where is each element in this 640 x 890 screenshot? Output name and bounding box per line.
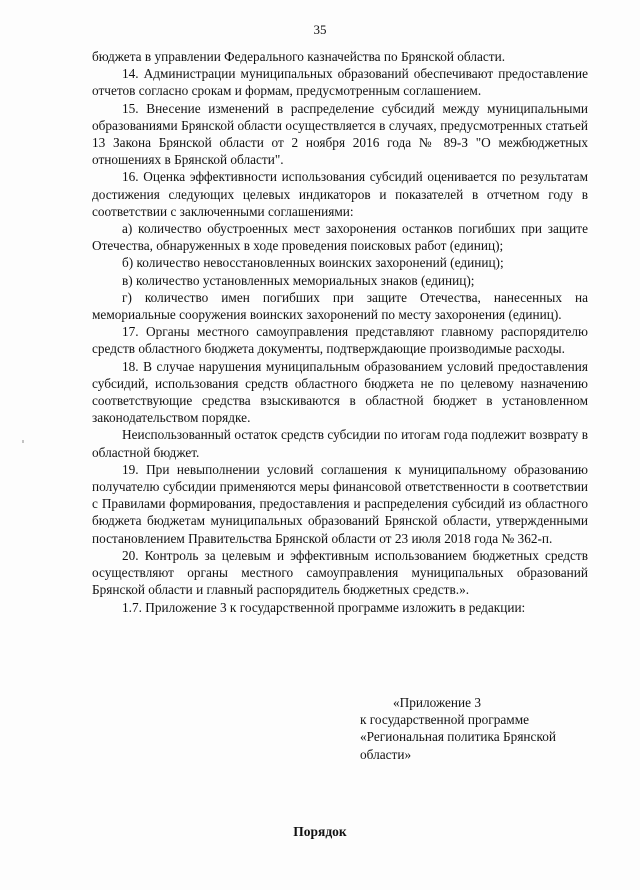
list-item-v: в) количество установленных мемориальных знаков (единиц); — [122, 272, 475, 288]
paragraph-unused-balance: Неиспользованный остаток средств субсидии по итогам года подлежит возврату в областной бюджет. — [92, 427, 588, 460]
page-number: 35 — [313, 22, 327, 37]
paragraph-20: 20. Контроль за целевым и эффективным использованием бюджетных средств осуществляют органы местного самоуправления муниципальных образований Брянской области и главный распорядитель бюджетных средств.». — [92, 547, 588, 598]
paragraph-14: 14. Администрации муниципальных образований обеспечивают предоставление отчетов согласно срокам и формам, предусмотренным соглашением. — [92, 66, 588, 99]
paragraph-1-7: 1.7. Приложение 3 к государственной программе изложить в редакции: — [122, 599, 526, 615]
list-item-a: а) количество обустроенных мест захоронения останков погибших при защите Отечества, обнаруженных в ходе проведения поисковых работ (единиц); — [92, 221, 588, 254]
annex-line: области» — [360, 746, 412, 762]
document-body — [92, 48, 588, 616]
scan-artifact — [22, 440, 24, 443]
annex-reference — [360, 694, 600, 763]
paragraph-15: 15. Внесение изменений в распределение субсидий между муниципальными образованиями Брянской области осуществляется в случаях, предусмотренных статьей 13 Закона Брянской области от 2 ноября 2016 года № 89-З "О межбюджетных отношениях в Брянской области". — [92, 100, 588, 168]
annex-title: «Приложение 3 — [393, 695, 481, 710]
list-item-g: г) количество имен погибших при защите Отечества, нанесенных на мемориальные сооружения воинских захоронений по месту захоронения (единиц). — [92, 289, 588, 323]
annex-line: к государственной программе — [360, 712, 530, 728]
paragraph-16: 16. Оценка эффективности использования субсидий оценивается по результатам достижения следующих целевых индикаторов и показателей в отчетном году в соответствии с заключенными соглашениями: — [92, 169, 588, 219]
section-heading: Порядок — [293, 824, 347, 839]
paragraph-17: 17. Органы местного самоуправления представляют главному распорядителю средств областного бюджета документы, подтверждающие производимые расходы. — [92, 324, 588, 357]
list-item-b: б) количество невосстановленных воинских захоронений (единиц); — [122, 255, 504, 271]
paragraph-18: 18. В случае нарушения муниципальным образованием условий предоставления субсидий, использования средств областного бюджета не по целевому назначению соответствующие средства взыскиваются в областной бюджет в установленном законодательством порядке. — [92, 358, 588, 426]
annex-line: «Региональная политика Брянской — [360, 729, 556, 745]
paragraph-continuation: бюджета в управлении Федерального казначейства по Брянской области. — [92, 49, 506, 64]
paragraph-19: 19. При невыполнении условий соглашения к муниципальному образованию получателю субсидии применяются меры финансовой ответственности в соответствии с Правилами формирования, предоставления и распределения субсидий из областного бюджета бюджетам муниципальных образований Брянской области, утвержденными постановлением Правительства Брянской области от 23 июля 2018 года № 362-п. — [92, 461, 588, 546]
